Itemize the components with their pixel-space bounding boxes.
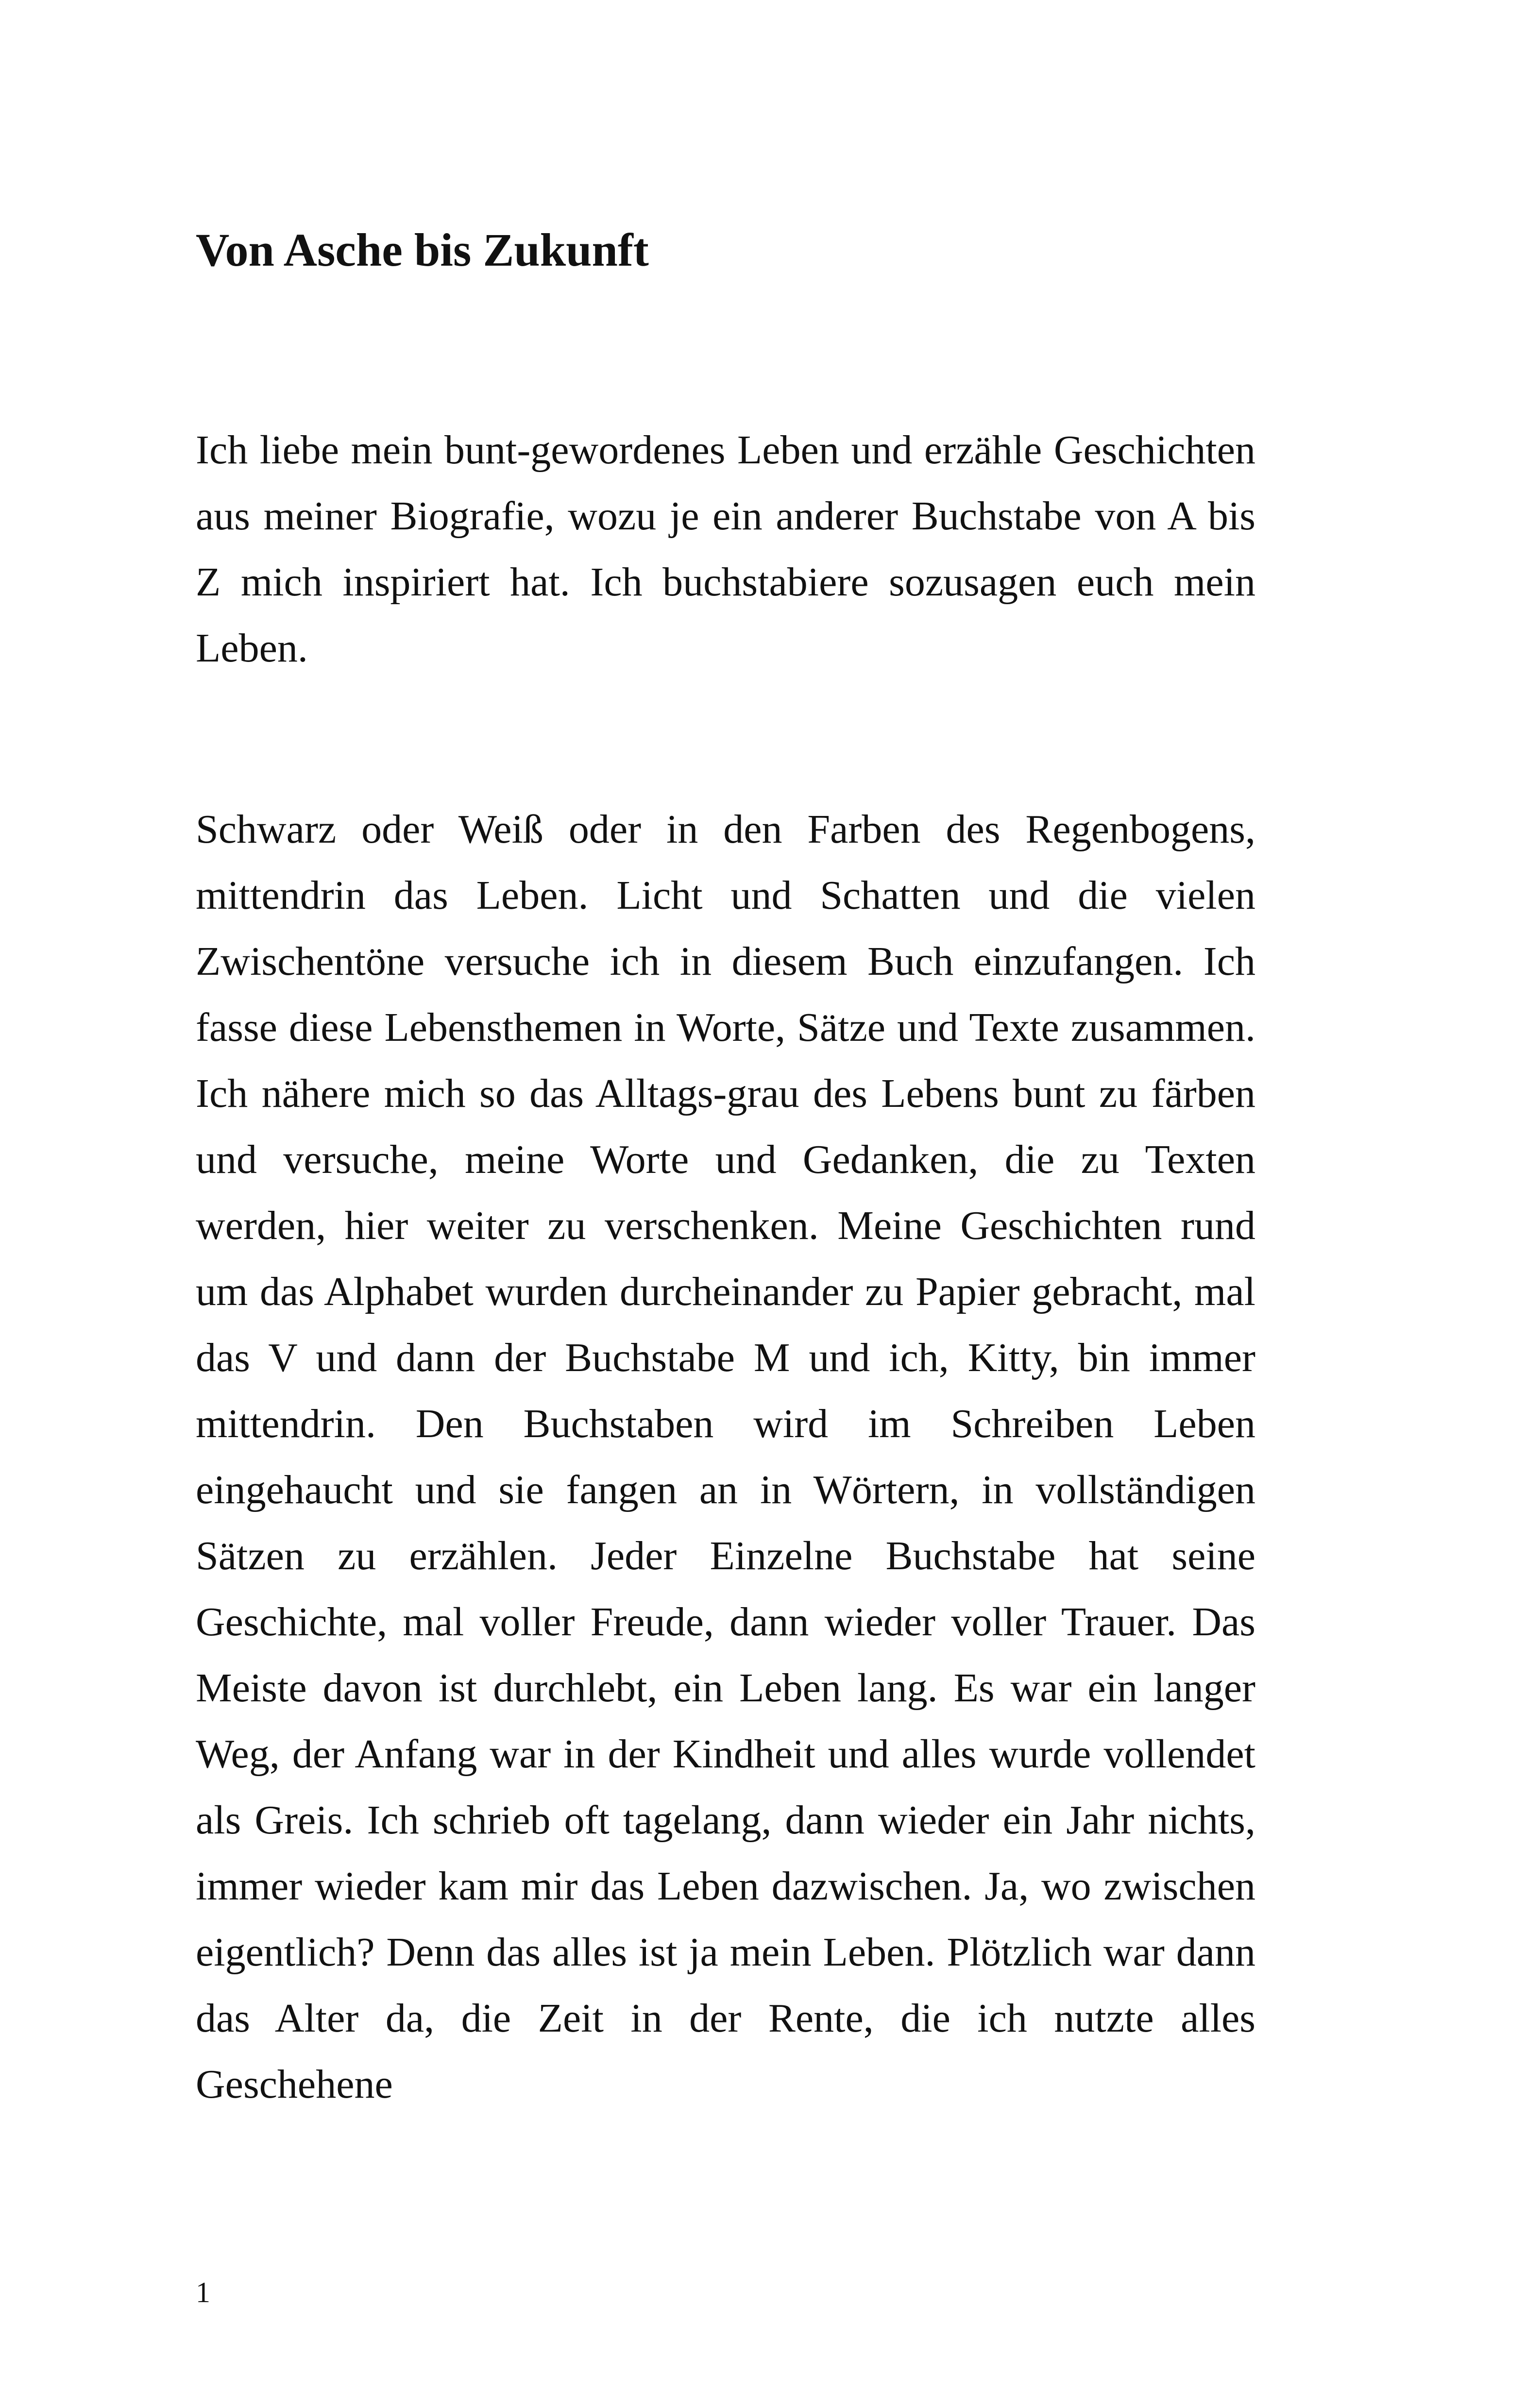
page-number: 1 [196, 2276, 210, 2308]
chapter-title: Von Asche bis Zukunft [196, 224, 649, 276]
body-paragraph: Schwarz oder Weiß oder in den Farben des Regenbogens, mittendrin das Leben. Licht und Schatten und die vielen Zwischentöne versuche ich in diesem Buch einzufangen. Ich fasse diese Lebensthemen in Worte, Sätze und Texte zusammen. Ich nähere mich so das Alltags-grau des Lebens bunt zu färben und versuche, meine Worte und Gedanken, die zu Texten werden, hier weiter zu verschenken. Meine Geschichten rund um das Alphabet wurden durcheinander zu Papier gebracht, mal das V und dann der Buchstabe M und ich, Kitty, bin immer mittendrin. Den Buchstaben wird im Schreiben Leben eingehaucht und sie fangen an in Wörtern, in vollständigen Sätzen zu erzählen. Jeder Einzelne Buchstabe hat seine Geschichte, mal voller Freude, dann wieder voller Trauer. Das Meiste davon ist durchlebt, ein Leben lang. Es war ein langer Weg, der Anfang war in der Kindheit und alles wurde vollendet als Greis. Ich schrieb oft tagelang, dann wieder ein Jahr nichts, immer wieder kam mir das Leben dazwischen. Ja, wo zwischen eigentlich? Denn das alles ist ja mein Leben. Plötzlich war dann das Alter da, die Zeit in der Rente, die ich nutzte alles Geschehene [196, 807, 1255, 2107]
intro-paragraph: Ich liebe mein bunt-gewordenes Leben und erzähle Geschichten aus meiner Biografie, wozu je ein anderer Buchstabe von A bis Z mich inspiriert hat. Ich buchstabiere sozusagen euch mein Leben. [196, 427, 1255, 671]
